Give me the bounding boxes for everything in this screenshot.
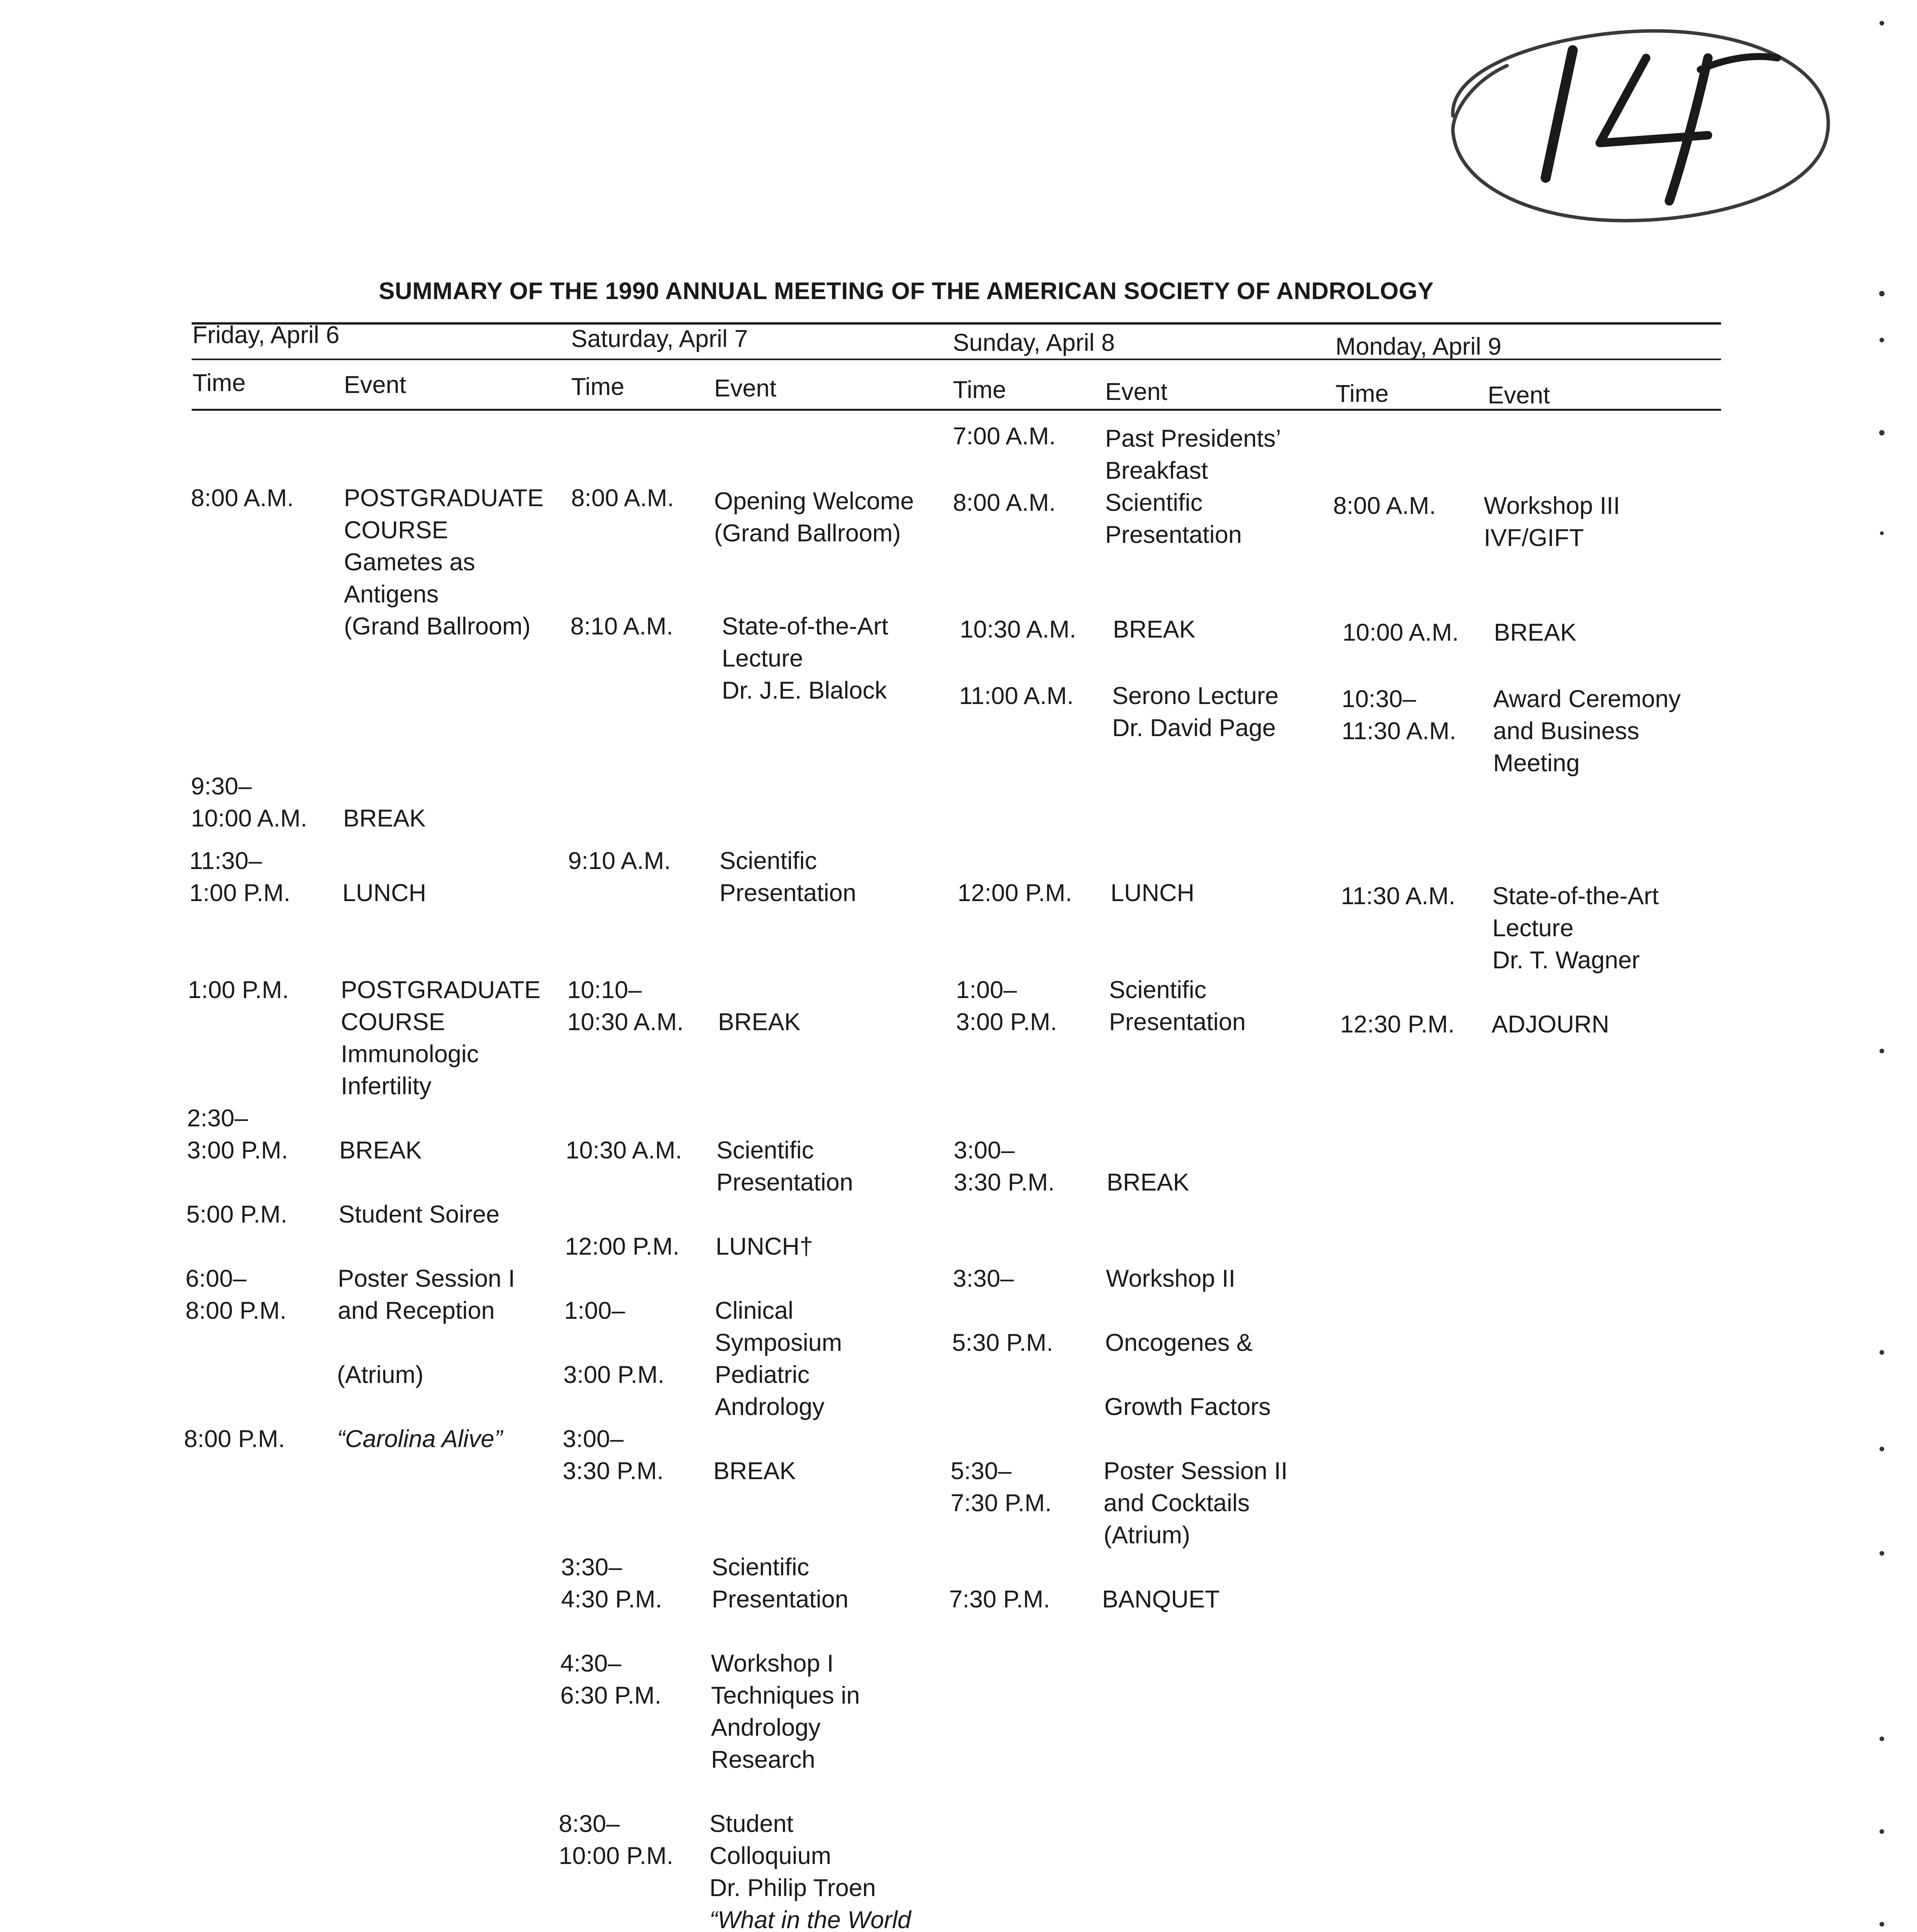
- schedule-time: 8:00 P.M.: [184, 1425, 285, 1452]
- schedule-time: 10:10– 10:30 A.M.: [567, 976, 684, 1036]
- schedule-time: 8:00 A.M.: [953, 489, 1056, 516]
- schedule-time: 5:00 P.M.: [186, 1201, 287, 1228]
- schedule-event: Student Colloquium Dr. Philip Troen “What in the World: [709, 1810, 911, 1932]
- schedule-event: “Carolina Alive”: [337, 1425, 503, 1452]
- schedule-event: Award Ceremony and Business Meeting: [1493, 685, 1681, 777]
- schedule-event: ADJOURN: [1492, 1011, 1609, 1038]
- schedule-time: 8:00 A.M.: [571, 485, 674, 512]
- schedule-time: 10:30 A.M.: [960, 616, 1077, 643]
- day-header-sunday: Sunday, April 8: [953, 329, 1115, 356]
- schedule-event: State-of-the-Art Lecture Dr. T. Wagner: [1492, 883, 1659, 974]
- schedule-time: 12:00 P.M.: [565, 1233, 680, 1260]
- column-header-time-sunday: Time: [953, 376, 1006, 403]
- schedule-event: POSTGRADUATE COURSE Gametes as Antigens (Grand Ballroom): [344, 485, 544, 640]
- schedule-event: Workshop II: [1106, 1265, 1235, 1292]
- column-header-event-monday: Event: [1488, 382, 1550, 409]
- day-header-friday: Friday, April 6: [192, 321, 340, 349]
- schedule-time: 9:10 A.M.: [568, 847, 671, 874]
- schedule-time: 3:00 P.M.: [563, 1361, 665, 1388]
- schedule-event: State-of-the-Art Lecture Dr. J.E. Blalock: [722, 613, 888, 704]
- schedule-event: Scientific Presentation: [716, 1137, 853, 1196]
- day-header-saturday: Saturday, April 7: [571, 325, 748, 352]
- schedule-time: 7:30 P.M.: [949, 1586, 1050, 1613]
- schedule-event: BREAK: [713, 1458, 796, 1485]
- schedule-event: Scientific Presentation: [1109, 976, 1246, 1036]
- column-header-event-friday: Event: [344, 371, 407, 398]
- schedule-time: 9:30– 10:00 A.M.: [191, 773, 308, 832]
- schedule-event: Clinical Symposium Pediatric Andrology: [715, 1297, 842, 1420]
- schedule-event: LUNCH†: [716, 1233, 813, 1260]
- schedule-time: 8:10 A.M.: [570, 613, 674, 640]
- schedule-event: (Atrium): [337, 1361, 424, 1388]
- schedule-event: LUNCH: [342, 879, 427, 906]
- table-top-rule: [192, 322, 1721, 325]
- schedule-time: 11:30 A.M.: [1341, 883, 1456, 910]
- schedule-time: 3:30–: [953, 1265, 1014, 1292]
- schedule-time: 10:30– 11:30 A.M.: [1342, 685, 1456, 745]
- schedule-time: 8:00 A.M.: [191, 485, 294, 512]
- day-header-monday: Monday, April 9: [1335, 333, 1502, 360]
- column-header-time-saturday: Time: [571, 373, 624, 400]
- schedule-time: 12:00 P.M.: [958, 879, 1072, 906]
- scan-edge-specks: [1863, 0, 1917, 1932]
- schedule-event: Oncogenes &: [1105, 1329, 1253, 1356]
- schedule-event: Growth Factors: [1104, 1393, 1271, 1420]
- schedule-event: Workshop III IVF/GIFT: [1484, 492, 1620, 551]
- schedule-event: BREAK: [718, 1009, 801, 1036]
- schedule-time: 4:30– 6:30 P.M.: [560, 1650, 662, 1709]
- schedule-event: Student Soiree: [338, 1201, 500, 1228]
- schedule-time: 5:30– 7:30 P.M.: [951, 1458, 1052, 1517]
- schedule-time: 8:00 A.M.: [1333, 492, 1436, 519]
- schedule-time: 3:00– 3:30 P.M.: [954, 1137, 1055, 1196]
- schedule-event: Workshop I Techniques in Andrology Research: [711, 1650, 860, 1773]
- schedule-event: Scientific Presentation: [720, 847, 856, 906]
- schedule-time: 1:00–: [564, 1297, 625, 1324]
- schedule-event: Scientific Presentation: [712, 1554, 849, 1613]
- column-header-time-monday: Time: [1335, 380, 1389, 407]
- schedule-event: BANQUET: [1102, 1586, 1220, 1613]
- schedule-time: 5:30 P.M.: [952, 1329, 1053, 1356]
- schedule-time: 7:00 A.M.: [953, 423, 1056, 450]
- schedule-event: BREAK: [1494, 619, 1577, 646]
- schedule-time: 12:30 P.M.: [1340, 1011, 1455, 1038]
- schedule-time: 2:30– 3:00 P.M.: [187, 1105, 288, 1164]
- schedule-time: 3:00– 3:30 P.M.: [563, 1425, 664, 1485]
- column-header-time-friday: Time: [192, 369, 246, 396]
- schedule-event: BREAK: [339, 1137, 422, 1164]
- schedule-time: 10:00 A.M.: [1342, 619, 1459, 646]
- schedule-event: Past Presidents’ Breakfast: [1105, 425, 1281, 484]
- schedule-event: POSTGRADUATE COURSE Immunologic Infertility: [341, 976, 541, 1100]
- schedule-time: 1:00– 3:00 P.M.: [956, 976, 1057, 1036]
- schedule-event: Opening Welcome (Grand Ballroom): [714, 488, 914, 547]
- column-header-event-sunday: Event: [1105, 378, 1168, 405]
- schedule-event: BREAK: [1107, 1169, 1189, 1196]
- schedule-time: 10:30 A.M.: [566, 1137, 682, 1164]
- schedule-time: 3:30– 4:30 P.M.: [561, 1554, 662, 1613]
- schedule-event: BREAK: [343, 805, 426, 832]
- schedule-event: Serono Lecture Dr. David Page: [1112, 682, 1279, 742]
- column-header-event-saturday: Event: [714, 375, 777, 402]
- schedule-event: Poster Session I and Reception: [338, 1265, 515, 1324]
- schedule-event: LUNCH: [1111, 879, 1195, 906]
- schedule-event: BREAK: [1113, 616, 1196, 643]
- schedule-time: 1:00 P.M.: [188, 976, 289, 1003]
- schedule-event: Scientific Presentation: [1105, 489, 1242, 548]
- document-title: SUMMARY OF THE 1990 ANNUAL MEETING OF THE AMERICAN SOCIETY OF ANDROLOGY: [379, 278, 1434, 304]
- schedule-event: Poster Session II and Cocktails (Atrium): [1104, 1458, 1288, 1549]
- schedule-time: 11:30– 1:00 P.M.: [189, 847, 291, 906]
- schedule-time: 6:00– 8:00 P.M.: [185, 1265, 287, 1324]
- schedule-time: 11:00 A.M.: [959, 682, 1074, 709]
- schedule-time: 8:30– 10:00 P.M.: [559, 1810, 674, 1869]
